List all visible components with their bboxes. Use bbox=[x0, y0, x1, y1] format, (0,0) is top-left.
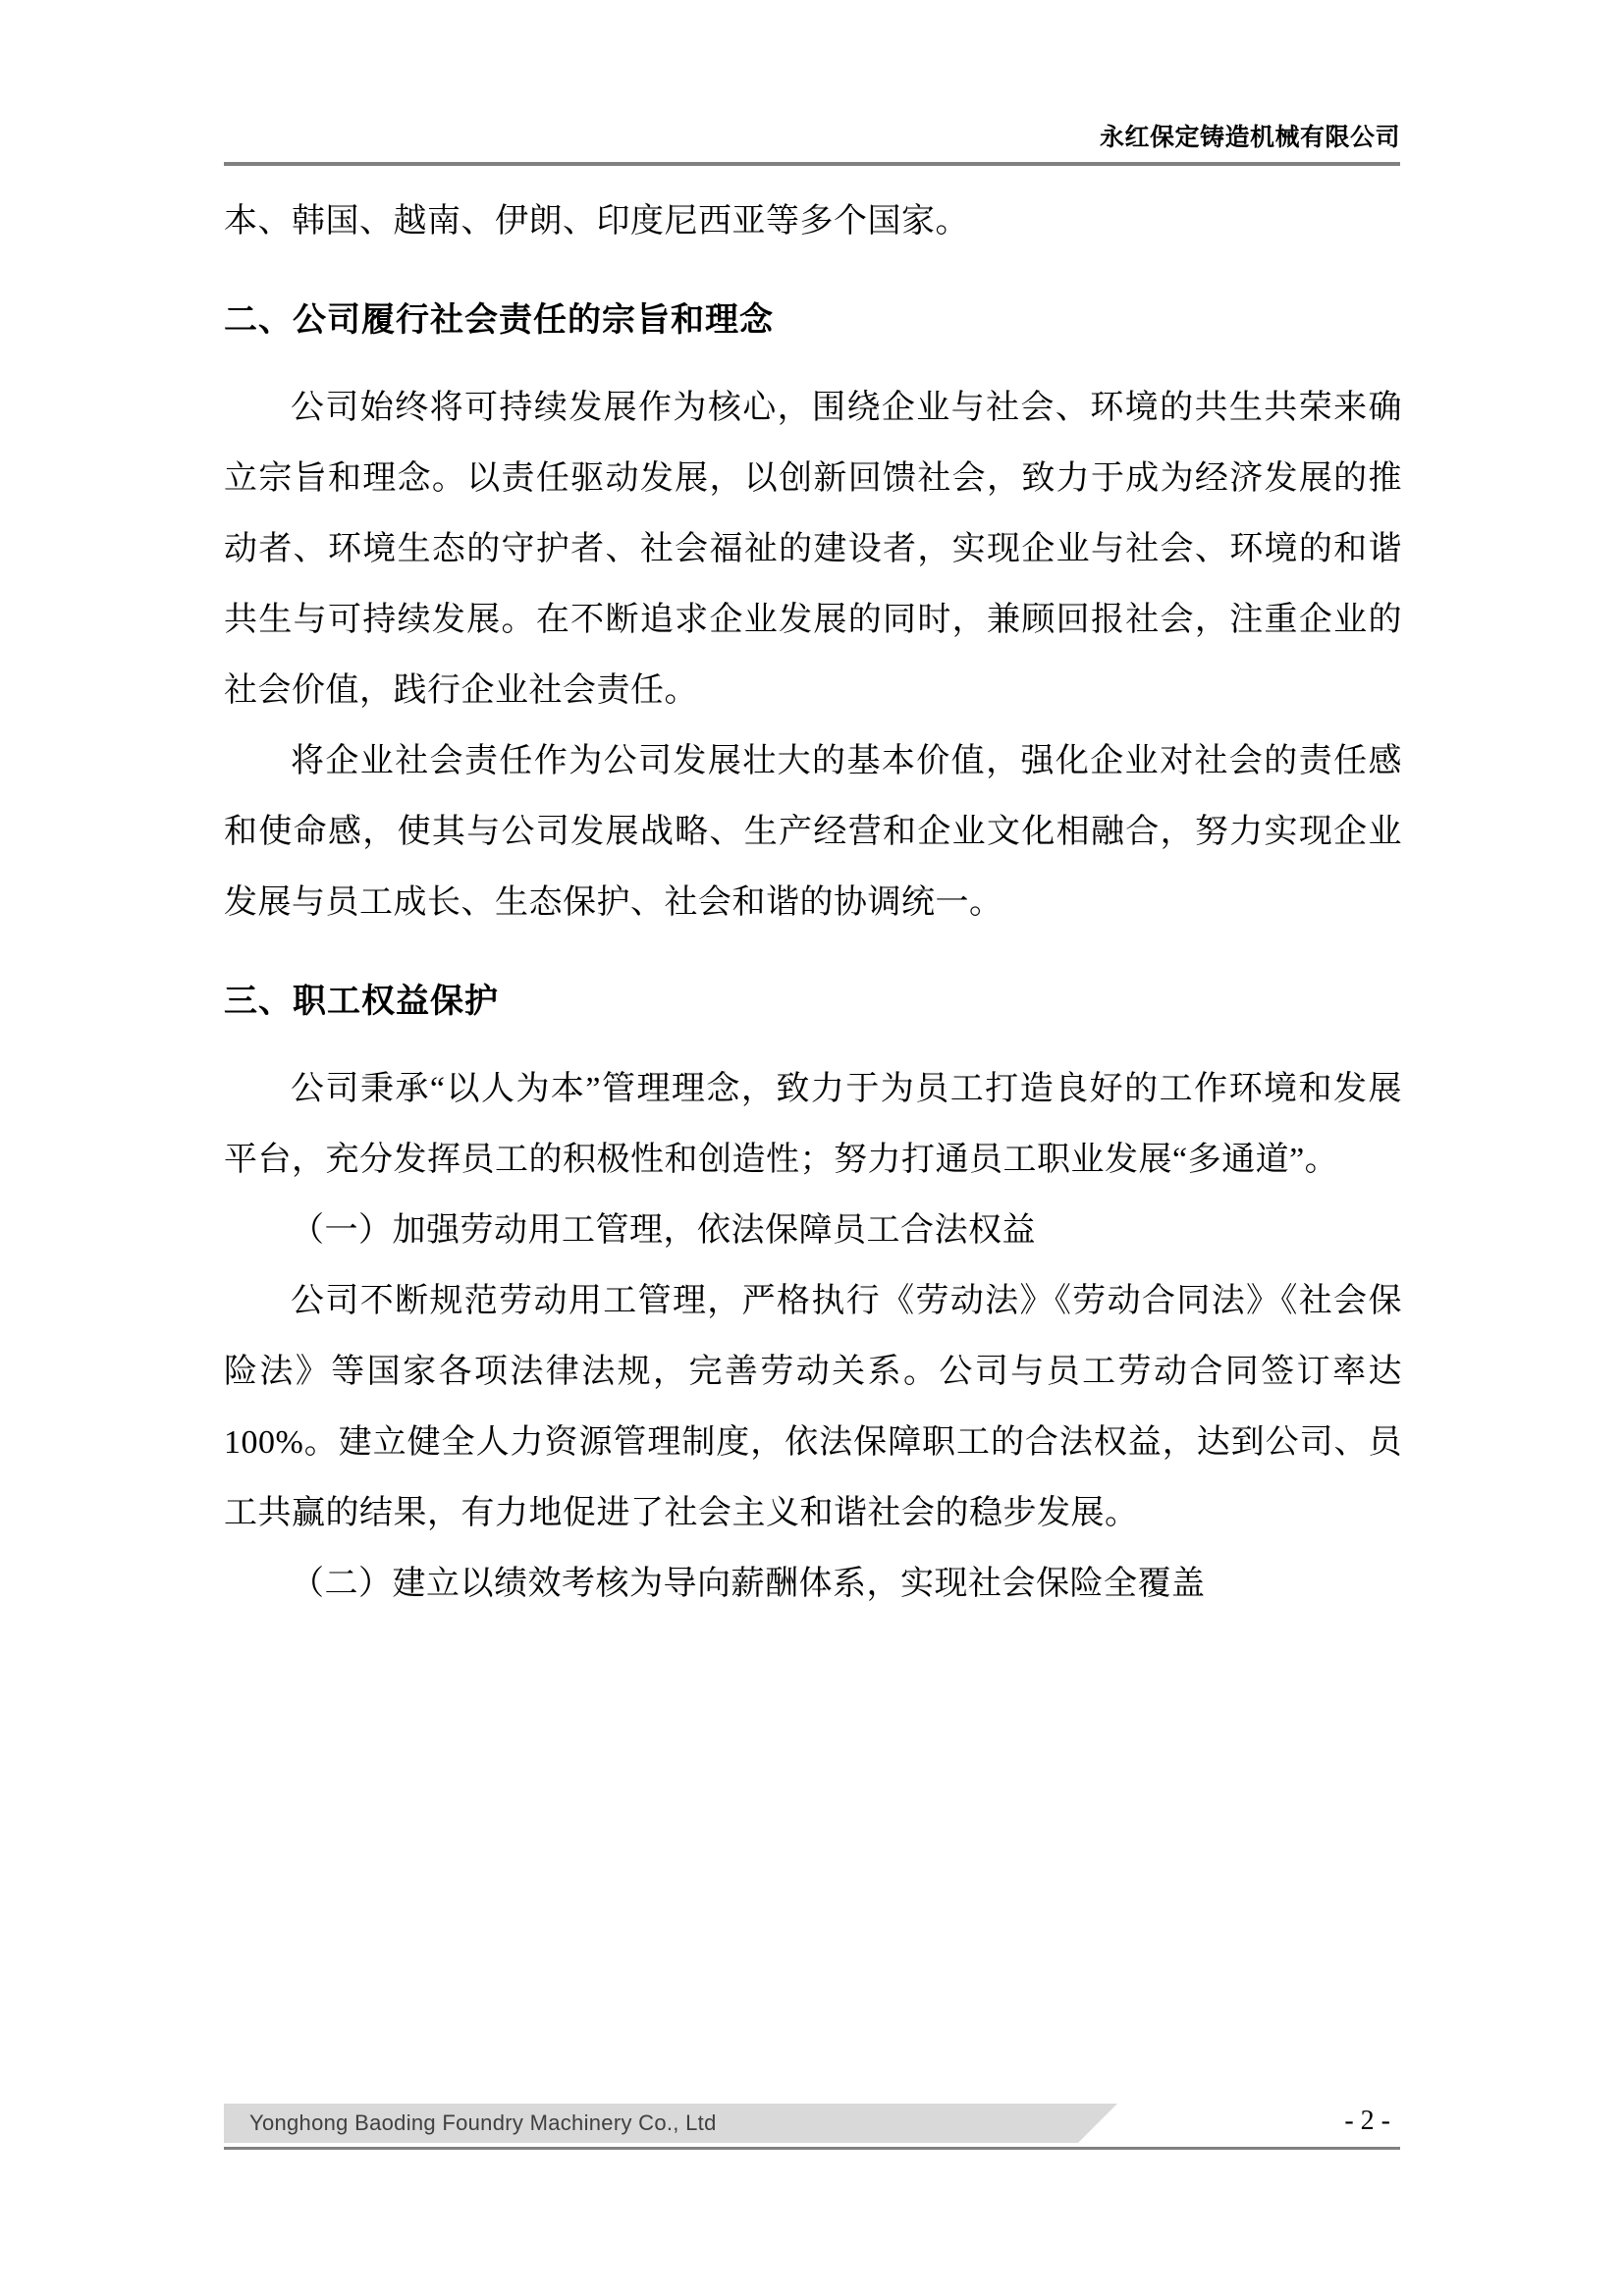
section-heading-three: 三、职工权益保护 bbox=[224, 983, 499, 1020]
footer-divider bbox=[224, 2147, 1400, 2150]
paragraph-3-1-1: 公司不断规范劳动用工管理，严格执行《劳动法》《劳动合同法》《社会保险法》等国家各项法律法规，完善劳动关系。公司与员工劳动合同签订率达 100%。建立健全人力资源管理制度，依法保障职工的合法权益，达到公司、员工共赢的结果，有力地促进了社会主义和谐社会的稳步发展。 bbox=[224, 1283, 1402, 1531]
paragraph-3-1: 公司秉承“以人为本”管理理念，致力于为员工打造良好的工作环境和发展平台，充分发挥员工的积极性和创造性；努力打通员工职业发展“多通道”。 bbox=[224, 1071, 1402, 1178]
spacer bbox=[224, 355, 1402, 373]
paragraph-2-2: 将企业社会责任作为公司发展壮大的基本价值，强化企业对社会的责任感和使命感，使其与公司发展战略、生产经营和企业文化相融合，努力实现企业发展与员工成长、生态保护、社会和谐的协调统一。 bbox=[224, 743, 1402, 921]
section-heading-two: 二、公司履行社会责任的宗旨和理念 bbox=[224, 301, 774, 339]
spacer bbox=[224, 938, 1402, 966]
page-body bbox=[224, 187, 1402, 1620]
paragraph-2-1: 公司始终将可持续发展作为核心，围绕企业与社会、环境的共生共荣来确立宗旨和理念。以责任驱动发展，以创新回馈社会，致力于成为经济发展的推动者、环境生态的守护者、社会福祉的建设者，实现企业与社会、环境的和谐共生与可持续发展。在不断追求企业发展的同时，兼顾回报社会，注重企业的社会价值，践行企业社会责任。 bbox=[224, 390, 1402, 709]
page-footer bbox=[224, 2104, 1400, 2149]
spacer bbox=[224, 257, 1402, 285]
footer-company-name: Yonghong Baoding Foundry Machinery Co., Ltd bbox=[249, 2110, 717, 2135]
subsection-heading-3-2: （二）建立以绩效考核为导向薪酬体系，实现社会保险全覆盖 bbox=[291, 1566, 1206, 1602]
page-number: - 2 - bbox=[1344, 2106, 1390, 2136]
page-header bbox=[224, 118, 1400, 177]
continued-paragraph: 本、韩国、越南、伊朗、印度尼西亚等多个国家。 bbox=[224, 203, 969, 240]
subsection-heading-3-1: （一）加强劳动用工管理，依法保障员工合法权益 bbox=[291, 1212, 1036, 1249]
header-divider bbox=[224, 162, 1400, 166]
footer-band-tail bbox=[1078, 2104, 1117, 2143]
spacer bbox=[224, 1037, 1402, 1054]
header-company-name: 永红保定铸造机械有限公司 bbox=[1099, 124, 1400, 151]
